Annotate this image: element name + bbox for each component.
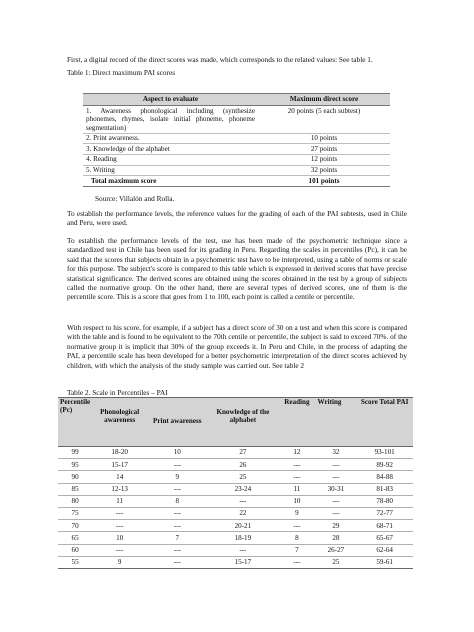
paragraph-levels: To establish the performance levels, the reference values for the grading of each of the PAI subtests, used in Chile and Peru, were used. xyxy=(67,209,407,228)
table-row xyxy=(83,154,390,165)
table2-cell: --- xyxy=(278,520,315,532)
table2-cell: --- xyxy=(316,495,357,507)
table2-cell: 28 xyxy=(316,532,357,544)
table2-cell: --- xyxy=(147,507,207,519)
table-row xyxy=(58,544,413,556)
table2-cell: --- xyxy=(147,544,207,556)
table2-cell: 8 xyxy=(278,532,315,544)
table2-cell: 32 xyxy=(316,447,357,459)
table-row xyxy=(83,106,390,134)
table2-cell: 14 xyxy=(92,471,147,483)
table2-cell: 18-20 xyxy=(92,447,147,459)
table2-cell: 30-31 xyxy=(316,483,357,495)
table2-cell: 25 xyxy=(316,556,357,568)
table1-score: 32 points xyxy=(258,165,390,176)
table2-cell: --- xyxy=(207,495,278,507)
table2-cell: 95 xyxy=(58,459,92,471)
table1-aspect: 5. Writing xyxy=(83,165,258,176)
paragraph-psychometric: To establish the performance levels of the test, use has been made of the psychometric technique since a standardized test in Chile has been used for its grading in Peru. Regarding the scales in percentiles (Pc), it can be said that the scores that subjects obtain in a psychometric test have to be interpreted, using a table of norms or scale for this purpose. The subject's score is compared to this table which is expressed in derived scores that have precise statistical significance. The derived scores are obtained using the scores obtained in the test by a group of subjects called the normative group. On the other hand, there are several types of derived scores, one of them is the percentile score. This is a score that goes from 1 to 100, each point is called a centile or percentile. xyxy=(67,236,407,302)
table2-cell: 9 xyxy=(147,471,207,483)
table2-cell: 8 xyxy=(147,495,207,507)
table-percentile-scale xyxy=(58,397,413,569)
table2-cell: 15-17 xyxy=(92,459,147,471)
table2-cell: --- xyxy=(147,556,207,568)
table2-cell: 15-17 xyxy=(207,556,278,568)
table1-total-value: 101 points xyxy=(258,176,390,187)
table-row xyxy=(58,483,413,495)
table2-cell: 59-61 xyxy=(356,556,413,568)
table-row xyxy=(58,495,413,507)
table2-cell: 62-64 xyxy=(356,544,413,556)
table2-cell: 11 xyxy=(278,483,315,495)
table2-cell: --- xyxy=(92,544,147,556)
table-row xyxy=(58,556,413,568)
table2-header-percentile: Percentile (Pc) xyxy=(58,398,92,447)
table2-cell: --- xyxy=(278,459,315,471)
table1-aspect: 2. Print awareness. xyxy=(83,133,258,144)
table2-cell: --- xyxy=(147,483,207,495)
table2-cell: 70 xyxy=(58,520,92,532)
table1-header-score: Maximum direct score xyxy=(258,94,390,106)
table2-cell: --- xyxy=(92,520,147,532)
table2-cell: 72-77 xyxy=(356,507,413,519)
table2-cell: 12 xyxy=(278,447,315,459)
table-row xyxy=(58,447,413,459)
table2-cell: 85 xyxy=(58,483,92,495)
table2-cell: 65 xyxy=(58,532,92,544)
table-direct-max-scores xyxy=(83,93,390,187)
table2-header-total: Score Total PAI xyxy=(356,398,413,447)
table2-caption: Table 2. Scale in Percentiles – PAI xyxy=(67,388,168,397)
table-row xyxy=(83,133,390,144)
table2-cell: --- xyxy=(278,471,315,483)
table1-source: Source: Villalón and Rolla. xyxy=(95,194,175,203)
table2-cell: 7 xyxy=(278,544,315,556)
table2-cell: 80 xyxy=(58,495,92,507)
table2-cell: 90 xyxy=(58,471,92,483)
table-row xyxy=(58,459,413,471)
table1-score: 27 points xyxy=(258,144,390,155)
table1-score: 12 points xyxy=(258,154,390,165)
table2-cell: 29 xyxy=(316,520,357,532)
table1-aspect: 3. Knowledge of the alphabet xyxy=(83,144,258,155)
table1-total-row xyxy=(83,176,390,187)
table2-cell: 99 xyxy=(58,447,92,459)
paragraph-percentile-example: With respect to his score, for example, if a subject has a direct score of 30 on a test and when this score is compared with the table and is found to be equivalent to the 70th centile or percentile, the subject is said to exceed 70%. of the normative group it is implicit that 30% of the group exceeds it. In Peru and Chile, in the process of adapting the PAI, a percentile scale has been developed for a better psychometric interpretation of the direct scores achieved by children, with which the analysis of the study sample was carried out. See table 2 xyxy=(67,323,407,370)
table2-cell: 55 xyxy=(58,556,92,568)
table-row xyxy=(83,144,390,155)
table2-cell: 20-21 xyxy=(207,520,278,532)
table2-cell: 10 xyxy=(92,532,147,544)
table1-caption: Table 1: Direct maximum PAI scores xyxy=(67,68,176,77)
table2-cell: 10 xyxy=(147,447,207,459)
table-row xyxy=(83,165,390,176)
table2-header-row xyxy=(58,398,413,447)
table1-aspect: 1. Awareness phonological including (synthesize phonemes, rhymes, isolate initial phoneme, phoneme segmentation) xyxy=(83,106,258,134)
table1-header-aspect: Aspect to evaluate xyxy=(83,94,258,106)
table2-cell: 84-88 xyxy=(356,471,413,483)
table2-header-writing: Writing xyxy=(316,398,357,447)
table1-aspect: 4. Reading xyxy=(83,154,258,165)
table1-score: 20 points (5 each subtest) xyxy=(258,106,390,134)
table2-cell: 89-92 xyxy=(356,459,413,471)
table2-cell: 26-27 xyxy=(316,544,357,556)
table1-header-row xyxy=(83,94,390,106)
table2-cell: 9 xyxy=(92,556,147,568)
table2-cell: --- xyxy=(316,471,357,483)
table-row xyxy=(58,532,413,544)
table2-cell: 81-83 xyxy=(356,483,413,495)
table2-cell: 60 xyxy=(58,544,92,556)
table2-cell: 27 xyxy=(207,447,278,459)
table2-cell: --- xyxy=(147,520,207,532)
table2-cell: --- xyxy=(207,544,278,556)
table2-cell: --- xyxy=(316,459,357,471)
table2-header-alphabet: Knowledge of the alphabet xyxy=(207,398,278,447)
intro-text: First, a digital record of the direct scores was made, which corresponds to the related values: See table 1. xyxy=(67,55,373,64)
table1-score: 10 points xyxy=(258,133,390,144)
table2-cell: --- xyxy=(92,507,147,519)
table2-cell: 7 xyxy=(147,532,207,544)
table2-cell: 10 xyxy=(278,495,315,507)
table2-cell: 12-13 xyxy=(92,483,147,495)
table-row xyxy=(58,507,413,519)
table2-header-reading: Reading xyxy=(278,398,315,447)
table2-cell: 65-67 xyxy=(356,532,413,544)
table2-cell: --- xyxy=(147,459,207,471)
table2-cell: 93-101 xyxy=(356,447,413,459)
table-row xyxy=(58,471,413,483)
table2-cell: 25 xyxy=(207,471,278,483)
table2-cell: --- xyxy=(278,556,315,568)
table2-cell: 22 xyxy=(207,507,278,519)
table2-cell: 11 xyxy=(92,495,147,507)
table2-cell: 75 xyxy=(58,507,92,519)
table2-cell: 78-80 xyxy=(356,495,413,507)
table2-cell: 23-24 xyxy=(207,483,278,495)
table2-cell: 9 xyxy=(278,507,315,519)
table2-cell: 68-71 xyxy=(356,520,413,532)
table2-header-phonological: Phonological awareness xyxy=(92,398,147,447)
table1-total-label: Total maximum score xyxy=(83,176,258,187)
table2-header-print: Print awareness xyxy=(147,398,207,447)
table2-cell: --- xyxy=(316,507,357,519)
table2-cell: 18-19 xyxy=(207,532,278,544)
table2-cell: 26 xyxy=(207,459,278,471)
table-row xyxy=(58,520,413,532)
